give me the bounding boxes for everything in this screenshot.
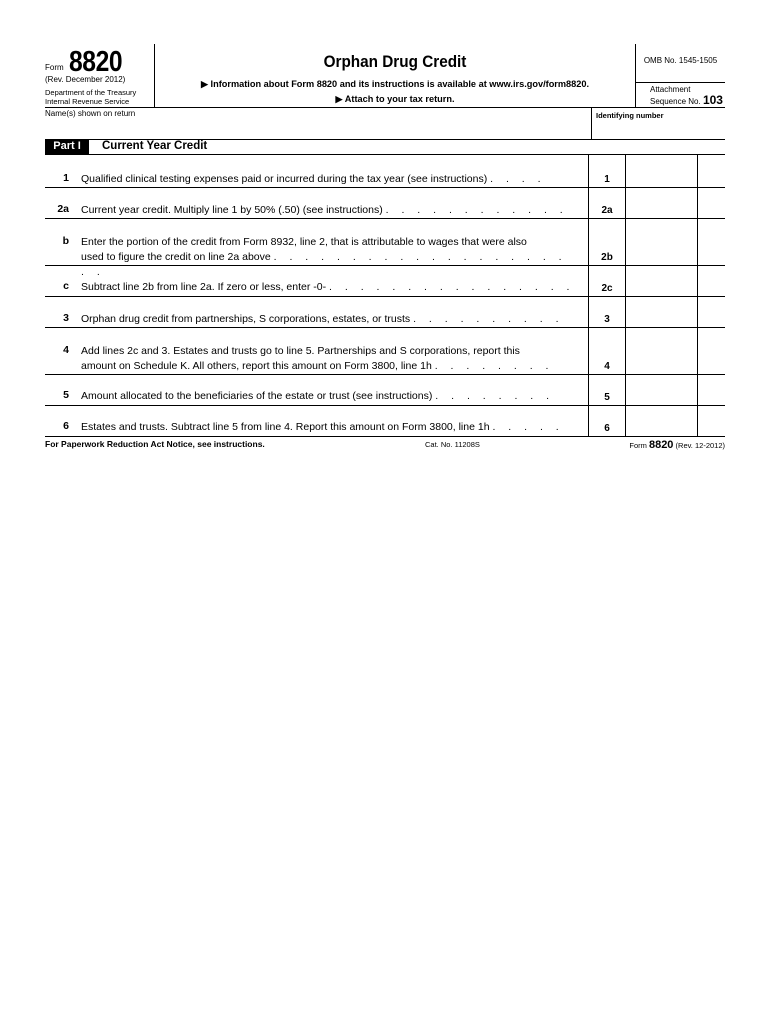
footer-form-word: Form (629, 441, 647, 450)
leader-dots: . . . . . . . . . . . . (385, 204, 568, 216)
line-box-label: 4 (604, 361, 610, 372)
cents-field[interactable] (698, 219, 725, 265)
footer-revision: (Rev. 12-2012) (675, 441, 725, 450)
line-box (588, 188, 626, 218)
line-description (81, 280, 578, 295)
amount-field[interactable] (625, 328, 698, 374)
form-id-block (45, 44, 155, 107)
line-box-label: 2a (601, 205, 613, 216)
line-description (81, 172, 578, 187)
form-title: Orphan Drug Credit (323, 52, 467, 71)
title-block (155, 44, 636, 107)
line-text: Orphan drug credit from partnerships, S corporations, estates, or trusts (81, 313, 411, 325)
line-description (81, 389, 578, 404)
cents-field[interactable] (698, 328, 725, 374)
name-field[interactable] (45, 118, 585, 138)
line-text: Current year credit. Multiply line 1 by 50% (.50) (see instructions) (81, 204, 383, 216)
line-box-label: 2c (601, 283, 613, 294)
line-number: 3 (63, 312, 69, 324)
line-description (81, 203, 578, 218)
line-text-continued: amount on Schedule K. All others, report this amount on Form 3800, line 1h (81, 360, 432, 372)
line-number: 2a (57, 203, 69, 215)
department-name: Department of the Treasury (45, 88, 137, 97)
line-text: Add lines 2c and 3. Estates and trusts go to line 5. Partnerships and S corporations, report this (81, 345, 520, 357)
amount-field[interactable] (625, 188, 698, 218)
part-header (45, 139, 725, 155)
line-number: 5 (63, 389, 69, 401)
footer-form-id (629, 439, 725, 451)
leader-dots: . . . . . . . . . . (413, 313, 564, 325)
amount-field[interactable] (625, 219, 698, 265)
omb-block (636, 44, 725, 107)
line-box-label: 5 (604, 392, 610, 403)
leader-dots: . . . . . . . . . . . . . . . . (329, 281, 575, 293)
line-number: 6 (63, 420, 69, 432)
form-footer (45, 438, 725, 452)
line-number: b (62, 235, 69, 247)
line-row-2c (45, 266, 725, 297)
line-box (588, 406, 626, 436)
omb-number: OMB No. 1545-1505 (636, 56, 725, 83)
leader-dots: . . . . . . . . (435, 390, 555, 402)
line-box-label: 3 (604, 314, 610, 325)
sequence-label: Sequence No. (650, 97, 701, 106)
form-revision: (Rev. December 2012) (45, 75, 126, 84)
line-box (588, 328, 626, 374)
part-title: Current Year Credit (102, 140, 208, 152)
info-line: ▶ Information about Form 8820 and its instructions is available at www.irs.gov/form8820. (200, 79, 590, 89)
cents-field[interactable] (698, 188, 725, 218)
line-description (81, 420, 578, 435)
leader-dots: . . . . . . . . . . . . . . . . . . . . . (81, 251, 567, 278)
line-number: c (63, 280, 69, 292)
attachment-sequence (650, 85, 723, 107)
line-text: Enter the portion of the credit from Form 8932, line 2, that is attributable to wages that were also (81, 236, 527, 248)
cents-field[interactable] (698, 266, 725, 296)
line-box-label: 6 (604, 423, 610, 434)
line-text: Amount allocated to the beneficiaries of the estate or trust (see instructions) (81, 390, 433, 402)
amount-field[interactable] (625, 266, 698, 296)
form-word: Form (45, 63, 64, 72)
line-box (588, 219, 626, 265)
agency-name: Internal Revenue Service (45, 97, 130, 106)
line-box (588, 155, 626, 187)
sequence-number: 103 (702, 93, 723, 107)
amount-field[interactable] (625, 297, 698, 327)
line-box-label: 2b (601, 252, 613, 263)
line-text: Estates and trusts. Subtract line 5 from line 4. Report this amount on Form 3800, line 1h (81, 421, 490, 433)
footer-form-number: 8820 (648, 439, 674, 451)
cents-field[interactable] (698, 406, 725, 436)
line-row-4 (45, 328, 725, 375)
amount-field[interactable] (625, 406, 698, 436)
line-row-1 (45, 155, 725, 188)
line-description (81, 344, 578, 374)
id-label: Identifying number (596, 111, 664, 120)
line-row-2b (45, 219, 725, 278)
line-row-6 (45, 406, 725, 437)
line-number: 4 (63, 344, 69, 356)
line-box (588, 375, 626, 405)
line-box (588, 297, 626, 327)
paperwork-notice: For Paperwork Reduction Act Notice, see instructions. (45, 439, 265, 449)
attachment-label: Attachment (650, 85, 691, 94)
amount-field[interactable] (625, 375, 698, 405)
department-block (45, 88, 136, 106)
line-row-3 (45, 297, 725, 328)
line-description (81, 312, 578, 327)
line-row-2a (45, 188, 725, 219)
form-header (45, 44, 725, 108)
leader-dots: . . . . . (492, 421, 564, 433)
name-label: Name(s) shown on return (45, 109, 136, 118)
name-row (45, 107, 725, 140)
line-box-label: 1 (604, 174, 610, 185)
cents-field[interactable] (698, 155, 725, 187)
line-number: 1 (63, 172, 69, 184)
identifying-number-box (591, 107, 726, 139)
line-text: Qualified clinical testing expenses paid or incurred during the tax year (see instructions) (81, 173, 488, 185)
line-row-5 (45, 375, 725, 406)
leader-dots: . . . . . . . . (434, 360, 554, 372)
cents-field[interactable] (698, 375, 725, 405)
identifying-number-field[interactable] (594, 120, 722, 138)
cents-field[interactable] (698, 297, 725, 327)
amount-field[interactable] (625, 155, 698, 187)
form-number: 8820 (69, 46, 123, 78)
catalog-number: Cat. No. 11208S (425, 440, 480, 449)
leader-dots: . . . . (490, 173, 546, 185)
line-text-continued: used to figure the credit on line 2a above (81, 251, 271, 263)
part-tag: Part I (45, 139, 89, 154)
attach-line: ▶ Attach to your tax return. (335, 94, 455, 104)
line-box (588, 266, 626, 296)
line-text: Subtract line 2b from line 2a. If zero or less, enter -0- (81, 281, 327, 293)
